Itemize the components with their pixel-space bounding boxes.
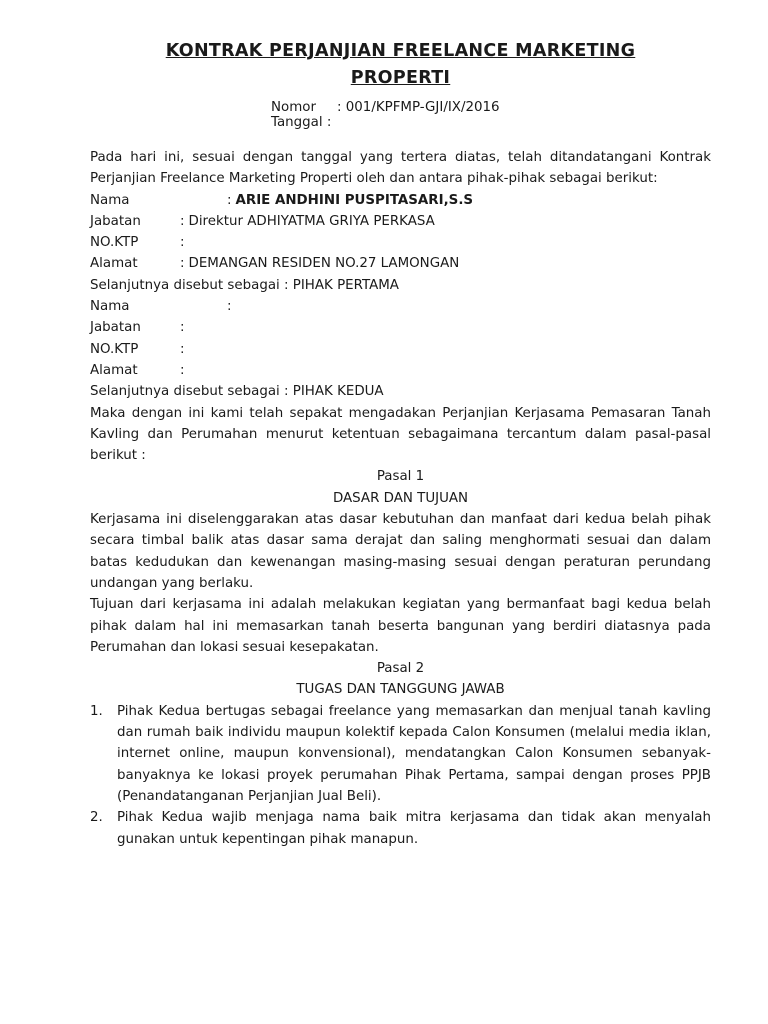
title-line-1: KONTRAK PERJANJIAN FREELANCE MARKETING (165, 41, 636, 61)
pihak1-jabatan-value: Direktur ADHIYATMA GRIYA PERKASA (188, 213, 435, 229)
pihak1-alamat-colon: : (180, 256, 185, 272)
pihak1-ktp-label: NO.KTP (90, 235, 139, 251)
pihak1-alamat-label: Alamat (90, 256, 138, 272)
pihak1-alamat-value: DEMANGAN RESIDEN NO.27 LAMONGAN (188, 256, 460, 272)
pihak1-alamat-row (90, 253, 711, 274)
pihak2-alamat-label: Alamat (90, 362, 138, 378)
title-line-2: PROPERTI (350, 68, 451, 88)
pasal2-heading: Pasal 2 (376, 661, 425, 677)
document-meta (271, 100, 711, 130)
pihak2-nama-row (90, 296, 711, 317)
pihak1-nama-value: ARIE ANDHINI PUSPITASARI,S.S (235, 192, 474, 208)
pihak2-selanjutnya: Selanjutnya disebut sebagai : PIHAK KEDUA (90, 384, 384, 400)
nomor-row (271, 100, 711, 115)
list-item-text: Pihak Kedua wajib menjaga nama baik mitra kerjasama dan tidak akan menyalah gunakan untuk kepentingan pihak manapun. (117, 810, 711, 847)
pihak2-nama-colon: : (227, 299, 232, 315)
pihak2-ktp-colon: : (180, 341, 185, 357)
list-item-number: 1. (90, 703, 103, 719)
pasal1-subheading: DASAR DAN TUJUAN (332, 490, 469, 506)
list-item (90, 807, 711, 850)
pihak1-jabatan-row (90, 211, 711, 232)
tanggal-row (271, 115, 711, 130)
pihak2-alamat-colon: : (180, 362, 185, 378)
pasal1-paragraph-1: Kerjasama ini diselenggarakan atas dasar kebutuhan dan manfaat dari kedua belah pihak secara timbal balik atas dasar sama derajat dan saling menghormati sesuai dan dalam batas kedudukan dan kewenangan masing-masing sesuai dengan peraturan perundang undangan yang berlaku. (90, 512, 711, 591)
pihak1-selanjutnya: Selanjutnya disebut sebagai : PIHAK PERTAMA (90, 277, 399, 293)
pihak2-nama-label: Nama (90, 299, 130, 315)
pihak2-alamat-row (90, 360, 711, 381)
pihak2-jabatan-row (90, 317, 711, 338)
tanggal-label: Tanggal : (271, 115, 332, 130)
pasal2-subheading: TUGAS DAN TANGGUNG JAWAB (296, 682, 505, 698)
nomor-label: Nomor (271, 100, 316, 115)
pihak1-ktp-colon: : (180, 235, 185, 251)
pasal2-list (90, 701, 711, 850)
pihak1-nama-row (90, 190, 711, 211)
contract-page (90, 38, 711, 850)
pasal1-paragraph-2: Tujuan dari kerjasama ini adalah melakukan kegiatan yang bermanfaat bagi kedua belah pihak dalam hal ini memasarkan tanah beserta bangunan yang berdiri diatasnya pada Perumahan dan lokasi sesuai kesepakatan. (90, 597, 711, 655)
document-title (90, 38, 711, 92)
pasal1-heading: Pasal 1 (376, 469, 425, 485)
list-item (90, 701, 711, 807)
pihak1-nama-colon: : (227, 192, 232, 208)
maka-paragraph: Maka dengan ini kami telah sepakat mengadakan Perjanjian Kerjasama Pemasaran Tanah Kavling dan Perumahan menurut ketentuan sebagaimana tercantum dalam pasal-pasal berikut : (90, 405, 711, 464)
pihak1-nama-label: Nama (90, 192, 130, 208)
list-item-number: 2. (90, 810, 103, 826)
intro-paragraph: Pada hari ini, sesuai dengan tanggal yang tertera diatas, telah ditandatangani Kontrak Perjanjian Freelance Marketing Properti oleh dan antara pihak-pihak sebagai berikut: (90, 150, 711, 187)
pihak2-ktp-label: NO.KTP (90, 341, 139, 357)
pihak2-ktp-row (90, 339, 711, 360)
nomor-value: : 001/KPFMP-GJI/IX/2016 (337, 100, 500, 115)
pihak1-jabatan-colon: : (180, 213, 185, 229)
list-item-text: Pihak Kedua bertugas sebagai freelance yang memasarkan dan menjual tanah kavling dan rumah baik individu maupun kolektif kepada Calon Konsumen (melalui media iklan, internet online, maupun konvensional), mendatangkan Calon Konsumen sebanyak-banyaknya ke lokasi proyek perumahan Pihak Pertama, sampai dengan proses PPJB (Penandatanganan Perjanjian Jual Beli). (117, 703, 711, 804)
pihak1-jabatan-label: Jabatan (90, 213, 141, 229)
pihak2-jabatan-label: Jabatan (90, 320, 141, 336)
pihak1-ktp-row (90, 232, 711, 253)
pihak2-jabatan-colon: : (180, 320, 185, 336)
